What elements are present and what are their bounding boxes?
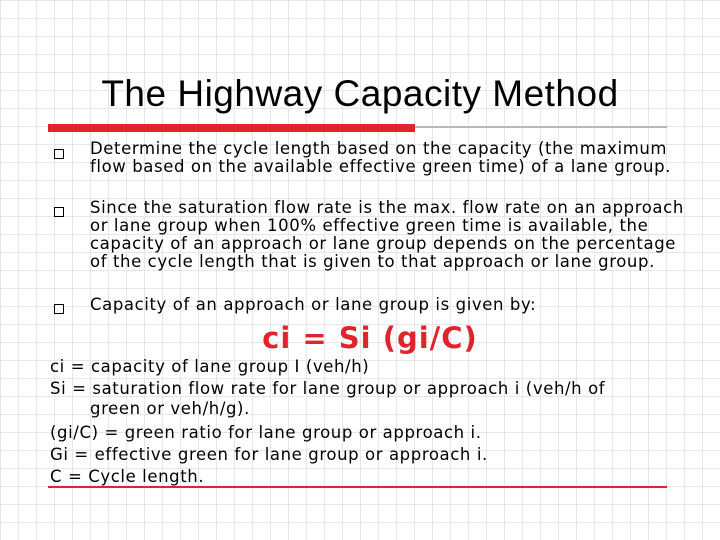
bullet-cycle-length: Determine the cycle length based on the capacity (the maximum flow based on the available effective green time) of a lane group.	[90, 139, 672, 176]
hollow-square-icon	[54, 149, 64, 159]
definition-si: Si = saturation flow rate for lane group or approach i (veh/h of	[50, 379, 606, 398]
title-underline-thin	[415, 126, 667, 128]
hollow-square-icon	[54, 207, 64, 217]
definition-green-ratio: (gi/C) = green ratio for lane group or approach i.	[50, 423, 482, 442]
slide-title: The Highway Capacity Method	[101, 73, 619, 114]
definition-cycle: C = Cycle length.	[50, 467, 205, 486]
definition-gi: Gi = effective green for lane group or approach i.	[50, 445, 488, 464]
bullet-capacity-given-by: Capacity of an approach or lane group is given by:	[90, 295, 537, 314]
definition-ci: ci = capacity of lane group I (veh/h)	[50, 357, 370, 376]
hollow-square-icon	[54, 304, 64, 314]
bullet-saturation-flow: Since the saturation flow rate is the max. flow rate on an approach or lane group when 100% effective green time is available, the capacity of an approach or lane group depends on the percentage of the cycle length that is given to that approach or lane group.	[90, 198, 684, 271]
capacity-formula: ci = Si (gi/C)	[262, 321, 478, 355]
definition-si-continued: green or veh/h/g).	[90, 399, 250, 418]
title-underline-accent	[48, 124, 415, 132]
definitions-block	[50, 356, 680, 488]
bottom-rule	[48, 486, 667, 488]
